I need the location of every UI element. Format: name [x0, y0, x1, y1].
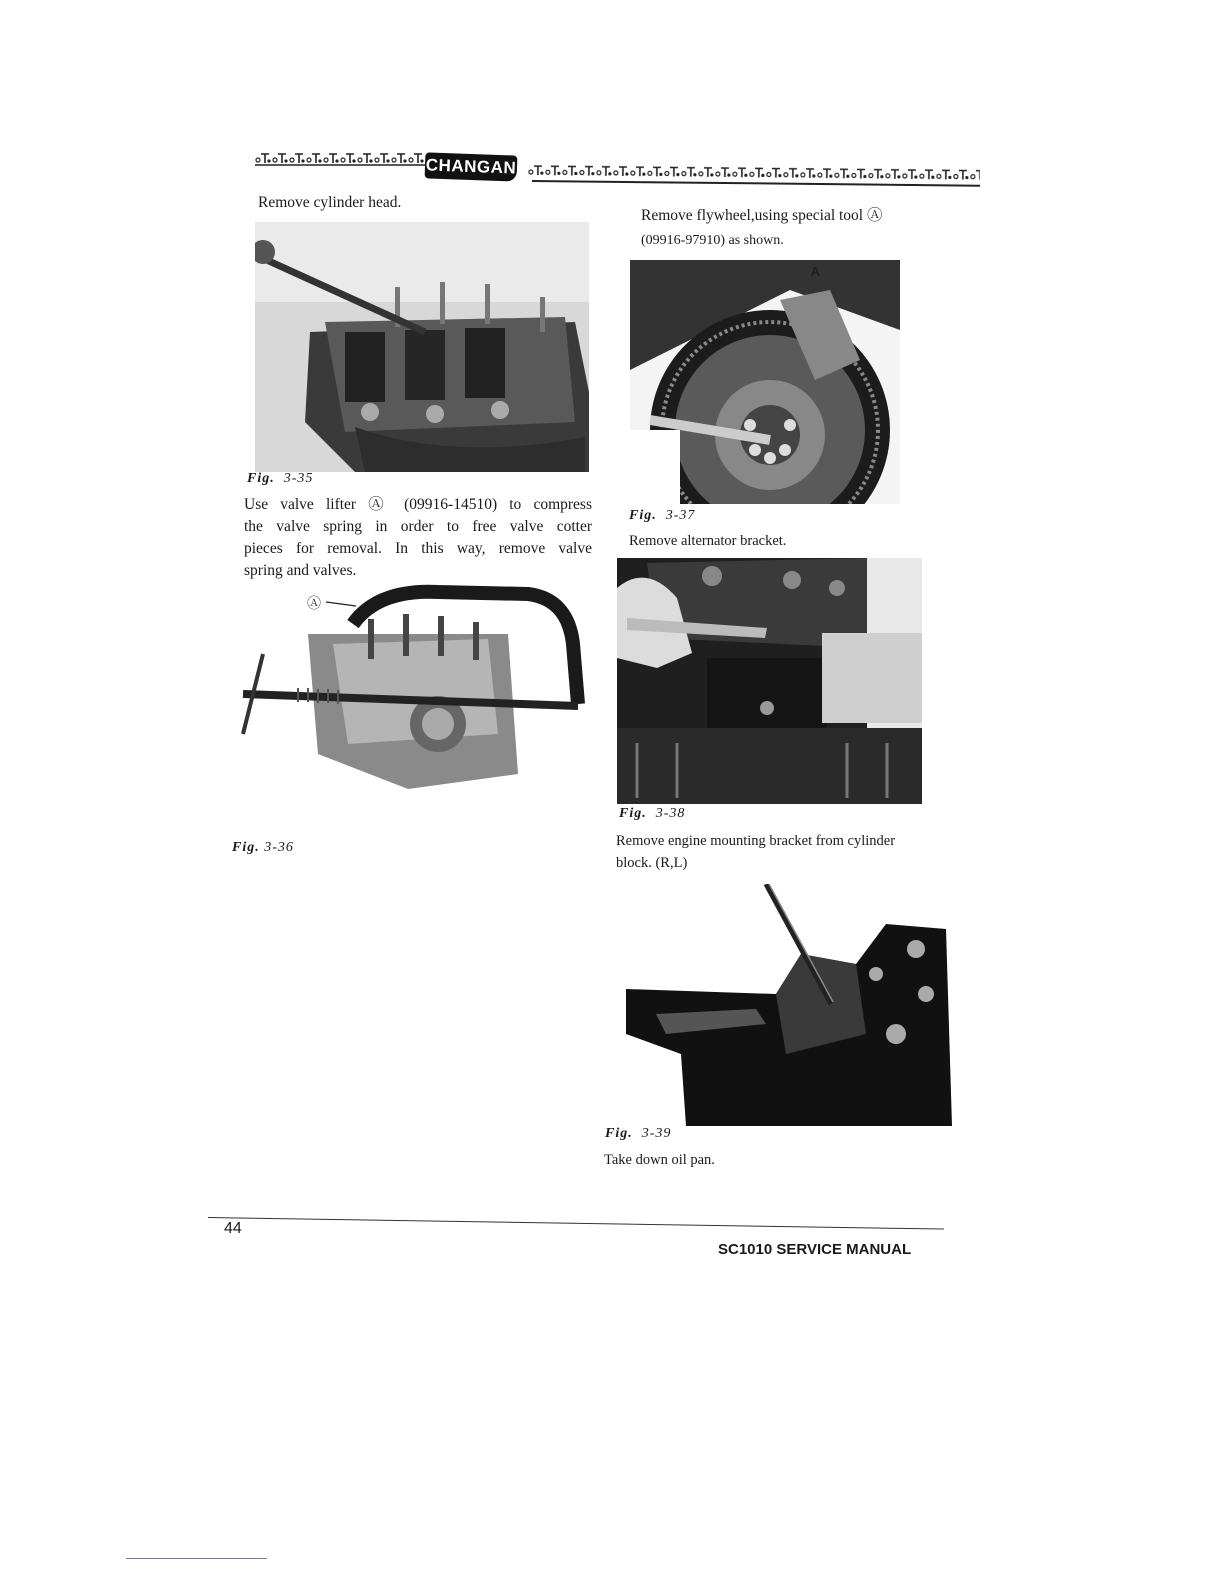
step-valve-lifter-line-2: the valve spring in order to free valve cotter — [244, 518, 592, 535]
photo-fig-3-39-engine-mounting-bracket — [626, 884, 952, 1126]
caption-fig-3-37: Fig. 3-37 — [629, 508, 696, 523]
footer-rule — [208, 1217, 944, 1230]
logo-text: CHANGAN — [425, 155, 517, 178]
caption-fig-3-39: Fig. 3-39 — [605, 1126, 672, 1141]
photo-fig-3-37-flywheel — [630, 260, 900, 504]
callout-a-fig-3-36: Ⓐ — [306, 593, 322, 613]
step-remove-flywheel-line-1: Remove flywheel,using special tool Ⓐ — [641, 207, 883, 224]
photo-fig-3-38-alternator-bracket — [617, 558, 922, 804]
photo-fig-3-35-cylinder-head — [255, 222, 589, 472]
callout-a-fig-3-37: A — [811, 264, 820, 279]
manual-title: SC1010 SERVICE MANUAL — [718, 1241, 912, 1258]
step-remove-engine-mounting-bracket-line-1: Remove engine mounting bracket from cylinder — [616, 833, 896, 849]
step-remove-flywheel-line-2: (09916-97910) as shown. — [641, 233, 784, 248]
step-valve-lifter-line-1: Use valve lifter Ⓐ (09916-14510) to compress — [244, 496, 592, 513]
step-remove-cylinder-head: Remove cylinder head. — [258, 194, 402, 211]
step-remove-engine-mounting-bracket-line-2: block. (R,L) — [616, 855, 688, 871]
caption-fig-3-36: Fig. 3-36 — [232, 840, 294, 855]
step-valve-lifter — [244, 494, 592, 582]
step-valve-lifter-line-4: spring and valves. — [244, 562, 357, 579]
caption-fig-3-35: Fig. 3-35 — [247, 471, 314, 486]
step-valve-lifter-line-3: pieces for removal. In this way, remove valve — [244, 540, 592, 557]
page-number: 44 — [224, 1220, 242, 1237]
bottom-divider — [126, 1558, 267, 1559]
step-take-down-oil-pan: Take down oil pan. — [604, 1152, 715, 1168]
caption-fig-3-38: Fig. 3-38 — [619, 806, 686, 821]
step-remove-alternator-bracket: Remove alternator bracket. — [629, 533, 787, 549]
header-ornament-left — [255, 150, 425, 166]
photo-fig-3-36-valve-lifter — [238, 584, 588, 794]
changan-logo — [425, 152, 518, 181]
